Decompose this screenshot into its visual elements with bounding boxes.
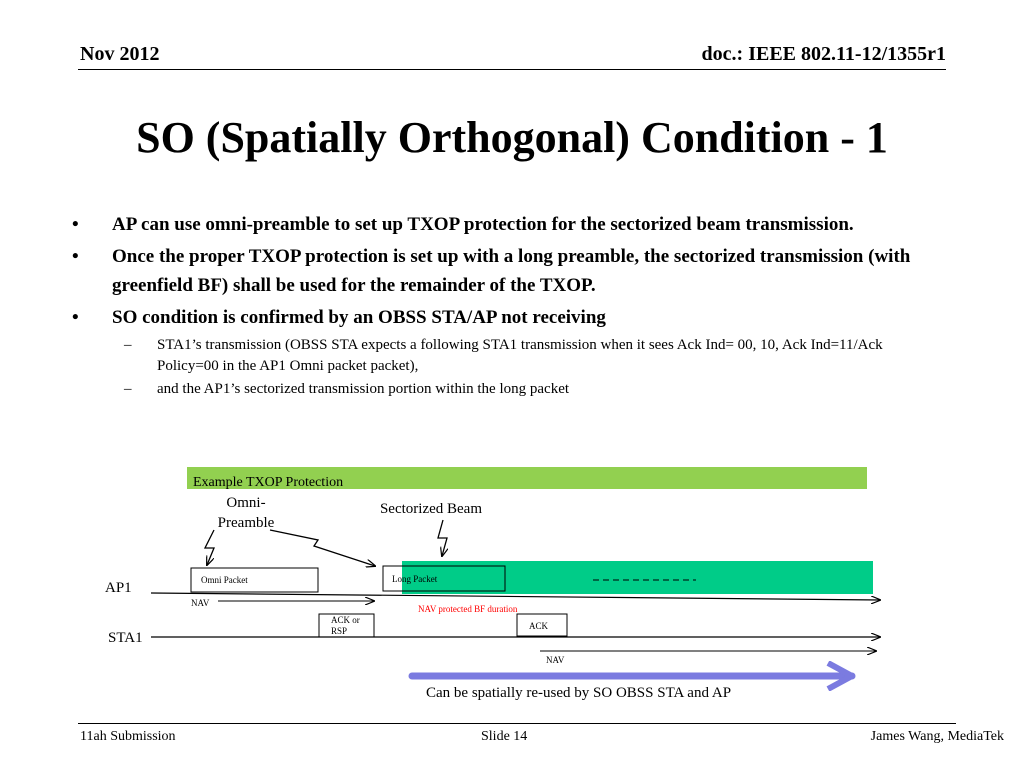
sub-bullet-marker: – bbox=[124, 337, 132, 353]
bullet-text: AP can use omni-preamble to set up TXOP protection for the sectorized beam transmission. bbox=[112, 214, 854, 235]
reuse-label: Can be spatially re-used by SO OBSS STA and AP bbox=[426, 685, 732, 701]
omni-packet-label: Omni Packet bbox=[201, 575, 248, 585]
ack-rsp-label-1: ACK or bbox=[331, 615, 360, 625]
header-doc-id: doc.: IEEE 802.11-12/1355r1 bbox=[701, 43, 946, 65]
bullet-marker: • bbox=[72, 307, 79, 328]
sta1-nav-label: NAV bbox=[546, 655, 565, 665]
slide-title: SO (Spatially Orthogonal) Condition - 1 bbox=[136, 113, 888, 162]
omni-lightning-arrow bbox=[205, 530, 214, 565]
omni-preamble-label-2: Preamble bbox=[217, 515, 275, 531]
footer-slide-number: Slide 14 bbox=[481, 729, 528, 744]
bullet-marker: • bbox=[72, 246, 79, 267]
sectorized-beam-label: Sectorized Beam bbox=[379, 501, 483, 517]
sub-bullet-text: and the AP1’s sectorized transmission portion within the long packet bbox=[157, 381, 570, 397]
long-packet-label: Long Packet bbox=[392, 574, 438, 584]
footer-author: James Wang, MediaTek bbox=[870, 729, 1004, 744]
omni-preamble-label-1: Omni- bbox=[226, 495, 266, 511]
ap1-nav-label: NAV bbox=[191, 598, 210, 608]
footer-divider bbox=[78, 723, 956, 724]
bullet-text: SO condition is confirmed by an OBSS STA/AP not receiving bbox=[112, 307, 606, 328]
ap1-timeline bbox=[151, 593, 880, 600]
sub-bullet-marker: – bbox=[124, 381, 132, 397]
ap1-label: AP1 bbox=[105, 580, 132, 596]
sector-lightning-arrow bbox=[438, 520, 447, 556]
bullet-marker: • bbox=[72, 214, 79, 235]
sta1-label: STA1 bbox=[108, 630, 143, 646]
footer-submission: 11ah Submission bbox=[80, 729, 176, 744]
sub-bullet-text: STA1’s transmission (OBSS STA expects a following STA1 transmission when it sees Ack Ind= 00, 10, Ack Ind=11/Ack Policy=00 in the AP1 Omni packet packet), bbox=[157, 337, 883, 374]
ack-label: ACK bbox=[529, 621, 549, 631]
nav-protected-label: NAV protected BF duration bbox=[418, 604, 518, 614]
preamble-pointer-arrow bbox=[270, 530, 375, 566]
ack-rsp-label-2: RSP bbox=[331, 626, 348, 636]
header-date: Nov 2012 bbox=[80, 43, 160, 65]
txop-bar-label: Example TXOP Protection bbox=[193, 475, 344, 490]
bullet-text: Once the proper TXOP protection is set up with a long preamble, the sectorized transmission (with greenfield BF) shall be used for the remainder of the TXOP. bbox=[112, 246, 911, 296]
